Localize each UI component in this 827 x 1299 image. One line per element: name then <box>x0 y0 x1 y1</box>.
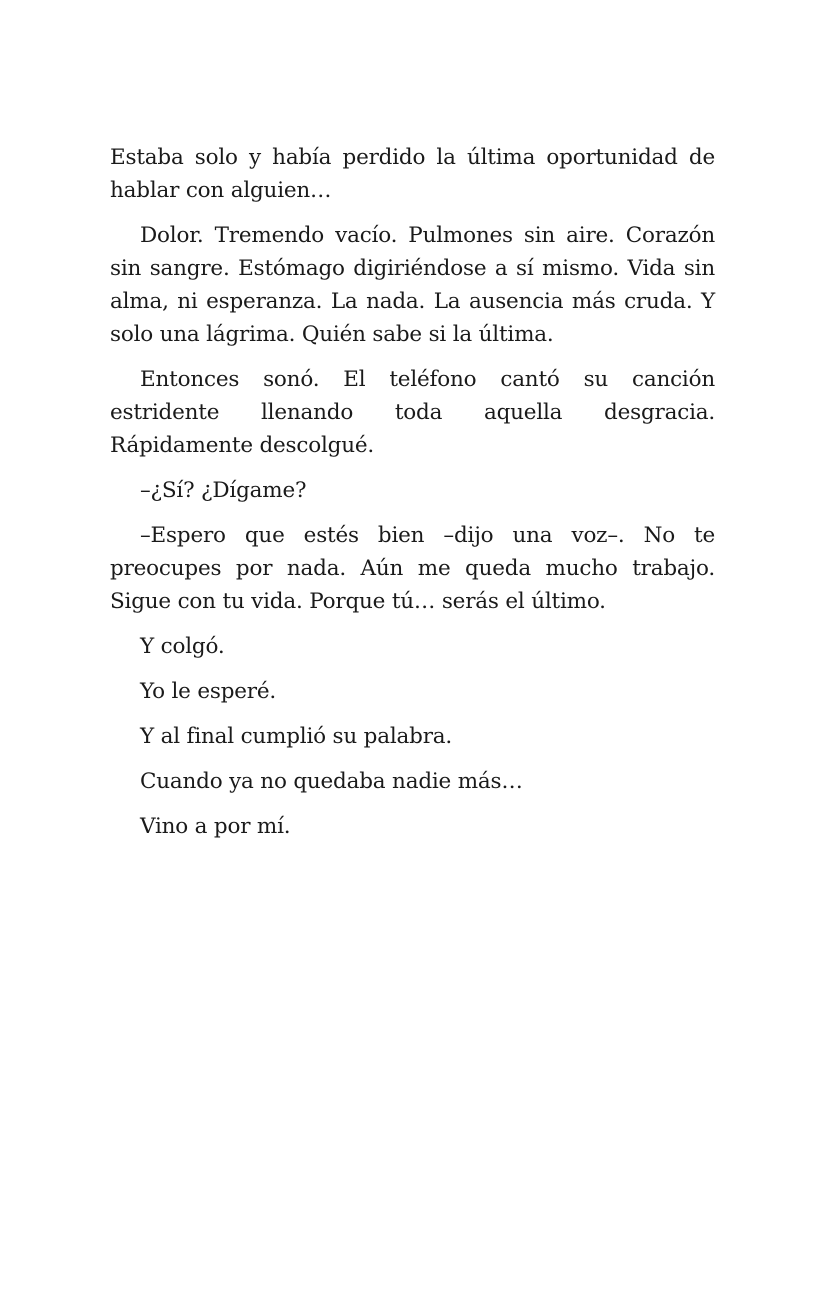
paragraph-3: Entonces sonó. El teléfono cantó su canción estridente llenando toda aquella desgracia. Rápidamente descolgué. <box>110 367 715 458</box>
paragraph-8: Y al final cumplió su palabra. <box>140 724 453 749</box>
book-page-text <box>110 141 715 855</box>
paragraph-10: Vino a por mí. <box>140 814 291 839</box>
paragraph-6: Y colgó. <box>140 634 225 659</box>
paragraph-4-dialogue: –¿Sí? ¿Dígame? <box>140 478 307 503</box>
paragraph-1: Estaba solo y había perdido la última oportunidad de hablar con alguien… <box>110 145 715 203</box>
paragraph-9: Cuando ya no quedaba nadie más… <box>140 769 523 794</box>
paragraph-5-dialogue: –Espero que estés bien –dijo una voz–. No te preocupes por nada. Aún me queda mucho trabajo. Sigue con tu vida. Porque tú… serás el último. <box>110 523 715 614</box>
paragraph-7: Yo le esperé. <box>140 679 277 704</box>
paragraph-2: Dolor. Tremendo vacío. Pulmones sin aire. Corazón sin sangre. Estómago digiriéndose a sí mismo. Vida sin alma, ni esperanza. La nada. La ausencia más cruda. Y solo una lágrima. Quién sabe si la última. <box>110 223 715 347</box>
